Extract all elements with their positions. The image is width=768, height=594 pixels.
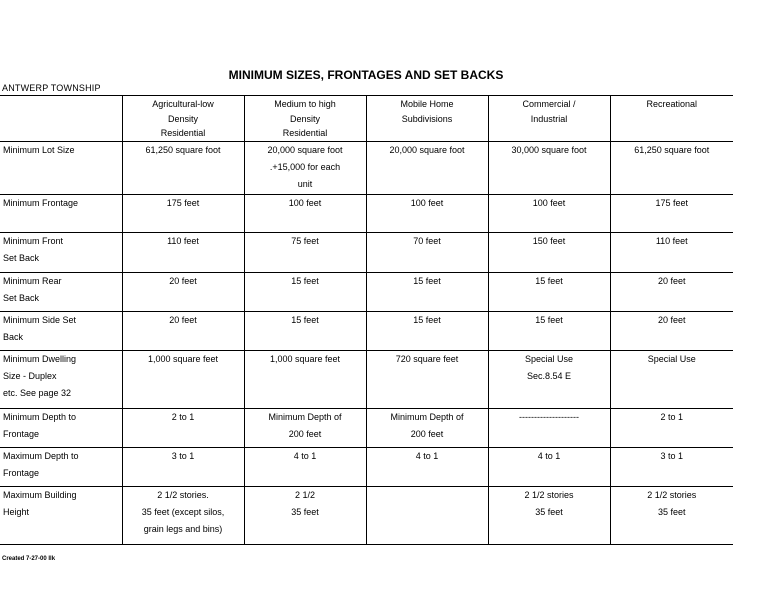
cell-line: 61,250 square foot (634, 144, 710, 155)
table-cell (610, 194, 733, 232)
table-cell (488, 350, 610, 408)
cell-line: Recreational (646, 99, 698, 109)
table-cell (610, 272, 733, 311)
cell-line: 20,000 square foot (389, 144, 465, 155)
cell-line: Sec.8.54 E (526, 370, 572, 381)
cell-line: 1,000 square feet (147, 353, 219, 364)
table-cell (488, 408, 610, 447)
cell-line: Industrial (530, 113, 568, 124)
cell-line: -------------------- (519, 411, 579, 422)
row-label (0, 486, 122, 544)
cell-line: 100 feet (288, 197, 322, 208)
cell-line: Minimum Rear (3, 275, 62, 286)
table-cell (244, 311, 366, 350)
row-label (0, 311, 122, 350)
cell-line: 61,250 square foot (145, 144, 221, 155)
cell-line: 200 feet (410, 428, 444, 439)
cell-line: 20,000 square foot (267, 144, 343, 155)
cell-line: Minimum Depth of (268, 411, 342, 422)
table-row (0, 447, 733, 486)
table-row (0, 272, 733, 311)
table-cell (488, 232, 610, 272)
cell-line: Special Use (524, 353, 574, 364)
table-cell (244, 350, 366, 408)
cell-line: Minimum Side Set (3, 314, 77, 325)
column-header (122, 96, 244, 142)
table-cell (610, 447, 733, 486)
cell-line: 70 feet (413, 235, 441, 246)
cell-line: 15 feet (291, 275, 319, 286)
table-cell (122, 311, 244, 350)
table-cell (122, 408, 244, 447)
cell-line: Back (3, 331, 24, 342)
cell-line: Medium to high (274, 99, 336, 109)
cell-line: Minimum Lot Size (3, 144, 75, 155)
table-cell (488, 272, 610, 311)
cell-line: 35 feet (535, 506, 563, 517)
table-row (0, 486, 733, 544)
row-label (0, 272, 122, 311)
table-cell (366, 232, 488, 272)
header-corner (0, 96, 122, 142)
cell-line: Mobile Home (400, 99, 454, 109)
cell-line: 2 1/2 (294, 489, 316, 500)
cell-line: Subdivisions (401, 113, 453, 124)
cell-line: etc. See page 32 (3, 387, 72, 398)
table-cell (122, 232, 244, 272)
table-cell (610, 350, 733, 408)
cell-line: Density (289, 113, 320, 124)
cell-line: Height (3, 506, 30, 517)
row-label (0, 141, 122, 194)
table-cell (610, 486, 733, 544)
cell-line: Special Use (647, 353, 696, 364)
table-cell (610, 141, 733, 194)
cell-line: 2 1/2 stories (524, 489, 574, 500)
cell-line: Commercial / (522, 99, 576, 109)
cell-line: 2 1/2 stories. (157, 489, 209, 500)
cell-line: Minimum Depth of (390, 411, 464, 422)
cell-line: 20 feet (657, 275, 686, 286)
table-cell (610, 311, 733, 350)
cell-line: 4 to 1 (415, 450, 439, 461)
table-cell (366, 311, 488, 350)
table-row (0, 408, 733, 447)
table-row (0, 194, 733, 232)
cell-line: Minimum Depth to (3, 411, 77, 422)
table-cell (610, 232, 733, 272)
table-row (0, 311, 733, 350)
cell-line: 2 1/2 stories (647, 489, 697, 500)
cell-line: 20 feet (169, 314, 197, 325)
table-cell (122, 141, 244, 194)
cell-line: Set Back (3, 292, 40, 303)
table-cell (122, 194, 244, 232)
table-cell (488, 447, 610, 486)
cell-line: 30,000 square foot (511, 144, 587, 155)
cell-line: Residential (160, 128, 206, 138)
table-cell (366, 408, 488, 447)
cell-line: 200 feet (288, 428, 322, 439)
cell-line: 75 feet (291, 235, 319, 246)
created-note: Created 7-27-00 Ilk (2, 556, 56, 562)
column-header (610, 96, 733, 142)
cell-line: 15 feet (413, 314, 441, 325)
cell-line: Minimum Front (3, 235, 64, 246)
table-row (0, 141, 733, 194)
cell-line: 175 feet (166, 197, 200, 208)
cell-line: Density (167, 113, 198, 124)
cell-line: 3 to 1 (171, 450, 195, 461)
cell-line: grain legs and bins) (143, 523, 223, 534)
table-cell (488, 486, 610, 544)
cell-line: 15 feet (291, 314, 319, 325)
table-cell (366, 194, 488, 232)
table-cell (488, 194, 610, 232)
cell-line: 4 to 1 (537, 450, 561, 461)
table-cell (122, 272, 244, 311)
table-cell (122, 350, 244, 408)
cell-line: Maximum Building (3, 489, 77, 500)
table-cell (244, 141, 366, 194)
cell-line: Frontage (3, 467, 40, 478)
column-header (366, 96, 488, 142)
cell-line: 2 to 1 (171, 411, 195, 422)
cell-line: unit (297, 178, 313, 189)
cell-line: Frontage (3, 428, 40, 439)
cell-line: 15 feet (535, 314, 563, 325)
table-cell (366, 141, 488, 194)
cell-line: 100 feet (532, 197, 566, 208)
table-cell (488, 311, 610, 350)
header-row (0, 96, 733, 142)
cell-line: 20 feet (657, 314, 686, 325)
table-cell (366, 272, 488, 311)
table-cell (122, 447, 244, 486)
table-row (0, 232, 733, 272)
cell-line: 150 feet (532, 235, 566, 246)
table-cell (488, 141, 610, 194)
cell-line: Set Back (3, 252, 40, 263)
row-label (0, 350, 122, 408)
cell-line: 15 feet (535, 275, 563, 286)
cell-line: 1,000 square feet (269, 353, 341, 364)
township-name: ANTWERP TOWNSHIP (2, 83, 101, 93)
table-cell (244, 232, 366, 272)
cell-line: 35 feet (except silos, (141, 506, 225, 517)
cell-line: 720 square feet (395, 353, 459, 364)
cell-line: 35 feet (291, 506, 319, 517)
table-cell (366, 486, 488, 544)
table-cell (244, 486, 366, 544)
cell-line: 110 feet (655, 235, 688, 246)
column-header (244, 96, 366, 142)
setback-table (0, 95, 733, 545)
cell-line: 110 feet (167, 235, 199, 246)
row-label (0, 232, 122, 272)
column-header (488, 96, 610, 142)
table-cell (244, 408, 366, 447)
cell-line: 4 to 1 (293, 450, 317, 461)
cell-line: 15 feet (413, 275, 441, 286)
table-cell (244, 272, 366, 311)
cell-line: 20 feet (169, 275, 197, 286)
table-cell (244, 194, 366, 232)
table-cell (244, 447, 366, 486)
table-cell (122, 486, 244, 544)
table-cell (366, 447, 488, 486)
table-cell (610, 408, 733, 447)
cell-line: 35 feet (657, 506, 686, 517)
cell-line: Minimum Frontage (3, 197, 79, 208)
cell-line: 3 to 1 (660, 450, 684, 461)
cell-line: Size - Duplex (3, 370, 57, 381)
cell-line: 175 feet (655, 197, 689, 208)
row-label (0, 408, 122, 447)
table-row (0, 350, 733, 408)
cell-line: .+15,000 for each (269, 161, 341, 172)
row-label (0, 194, 122, 232)
cell-line: Residential (282, 128, 328, 138)
cell-line: Agricultural-low (152, 99, 214, 109)
table-cell (366, 350, 488, 408)
row-label (0, 447, 122, 486)
cell-line: 100 feet (410, 197, 444, 208)
cell-line: Maximum Depth to (3, 450, 79, 461)
page-title: MINIMUM SIZES, FRONTAGES AND SET BACKS (228, 68, 504, 82)
cell-line: 2 to 1 (660, 411, 684, 422)
cell-line: Minimum Dwelling (3, 353, 77, 364)
